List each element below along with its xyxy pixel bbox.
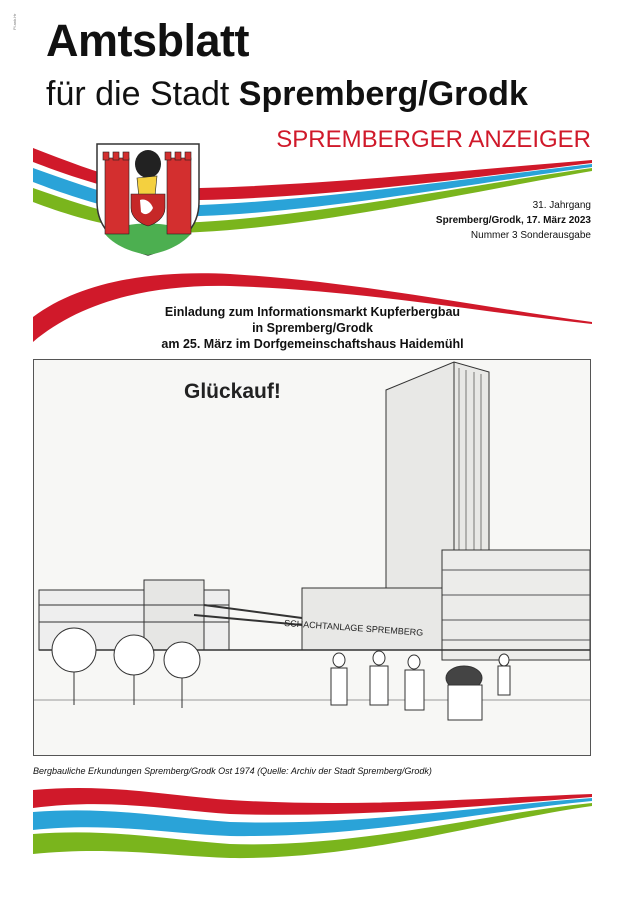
headline [0,304,625,352]
volume: 31. Jahrgang [532,200,591,211]
headline-line-3: am 25. März im Dorfgemeinschaftshaus Haidemühl [161,337,464,351]
masthead-subtitle [46,77,528,111]
masthead-title: Amtsblatt [46,15,250,66]
photo-caption: Bergbauliche Erkundungen Spremberg/Grodk Ost 1974 (Quelle: Archiv der Stadt Spremberg/Grodk) [33,766,432,776]
subtitle-prefix: für die Stadt [46,75,239,113]
coat-of-arms-logo [95,142,201,256]
subtitle-city: Spremberg/Grodk [238,75,528,113]
headline-line-1: Einladung zum Informationsmarkt Kupferbergbau [164,305,461,319]
headline-line-2: in Spremberg/Grodk [252,321,373,335]
sketch-illustration [33,359,591,756]
place-date: Spremberg/Grodk, 17. März 2023 [435,215,591,226]
newspaper-name: SPREMBERGER ANZEIGER [276,126,591,153]
sketch-greeting: Glückauf! [184,380,281,403]
print-mark: Pl.ank.Hr [12,13,17,30]
issue-number: Nummer 3 Sonderausgabe [470,230,591,241]
sketch-sign: SCHACHTANLAGE SPREMBERG [283,618,424,638]
shaft-facility-sketch [34,360,590,755]
bottom-swoosh-decoration [0,778,625,868]
